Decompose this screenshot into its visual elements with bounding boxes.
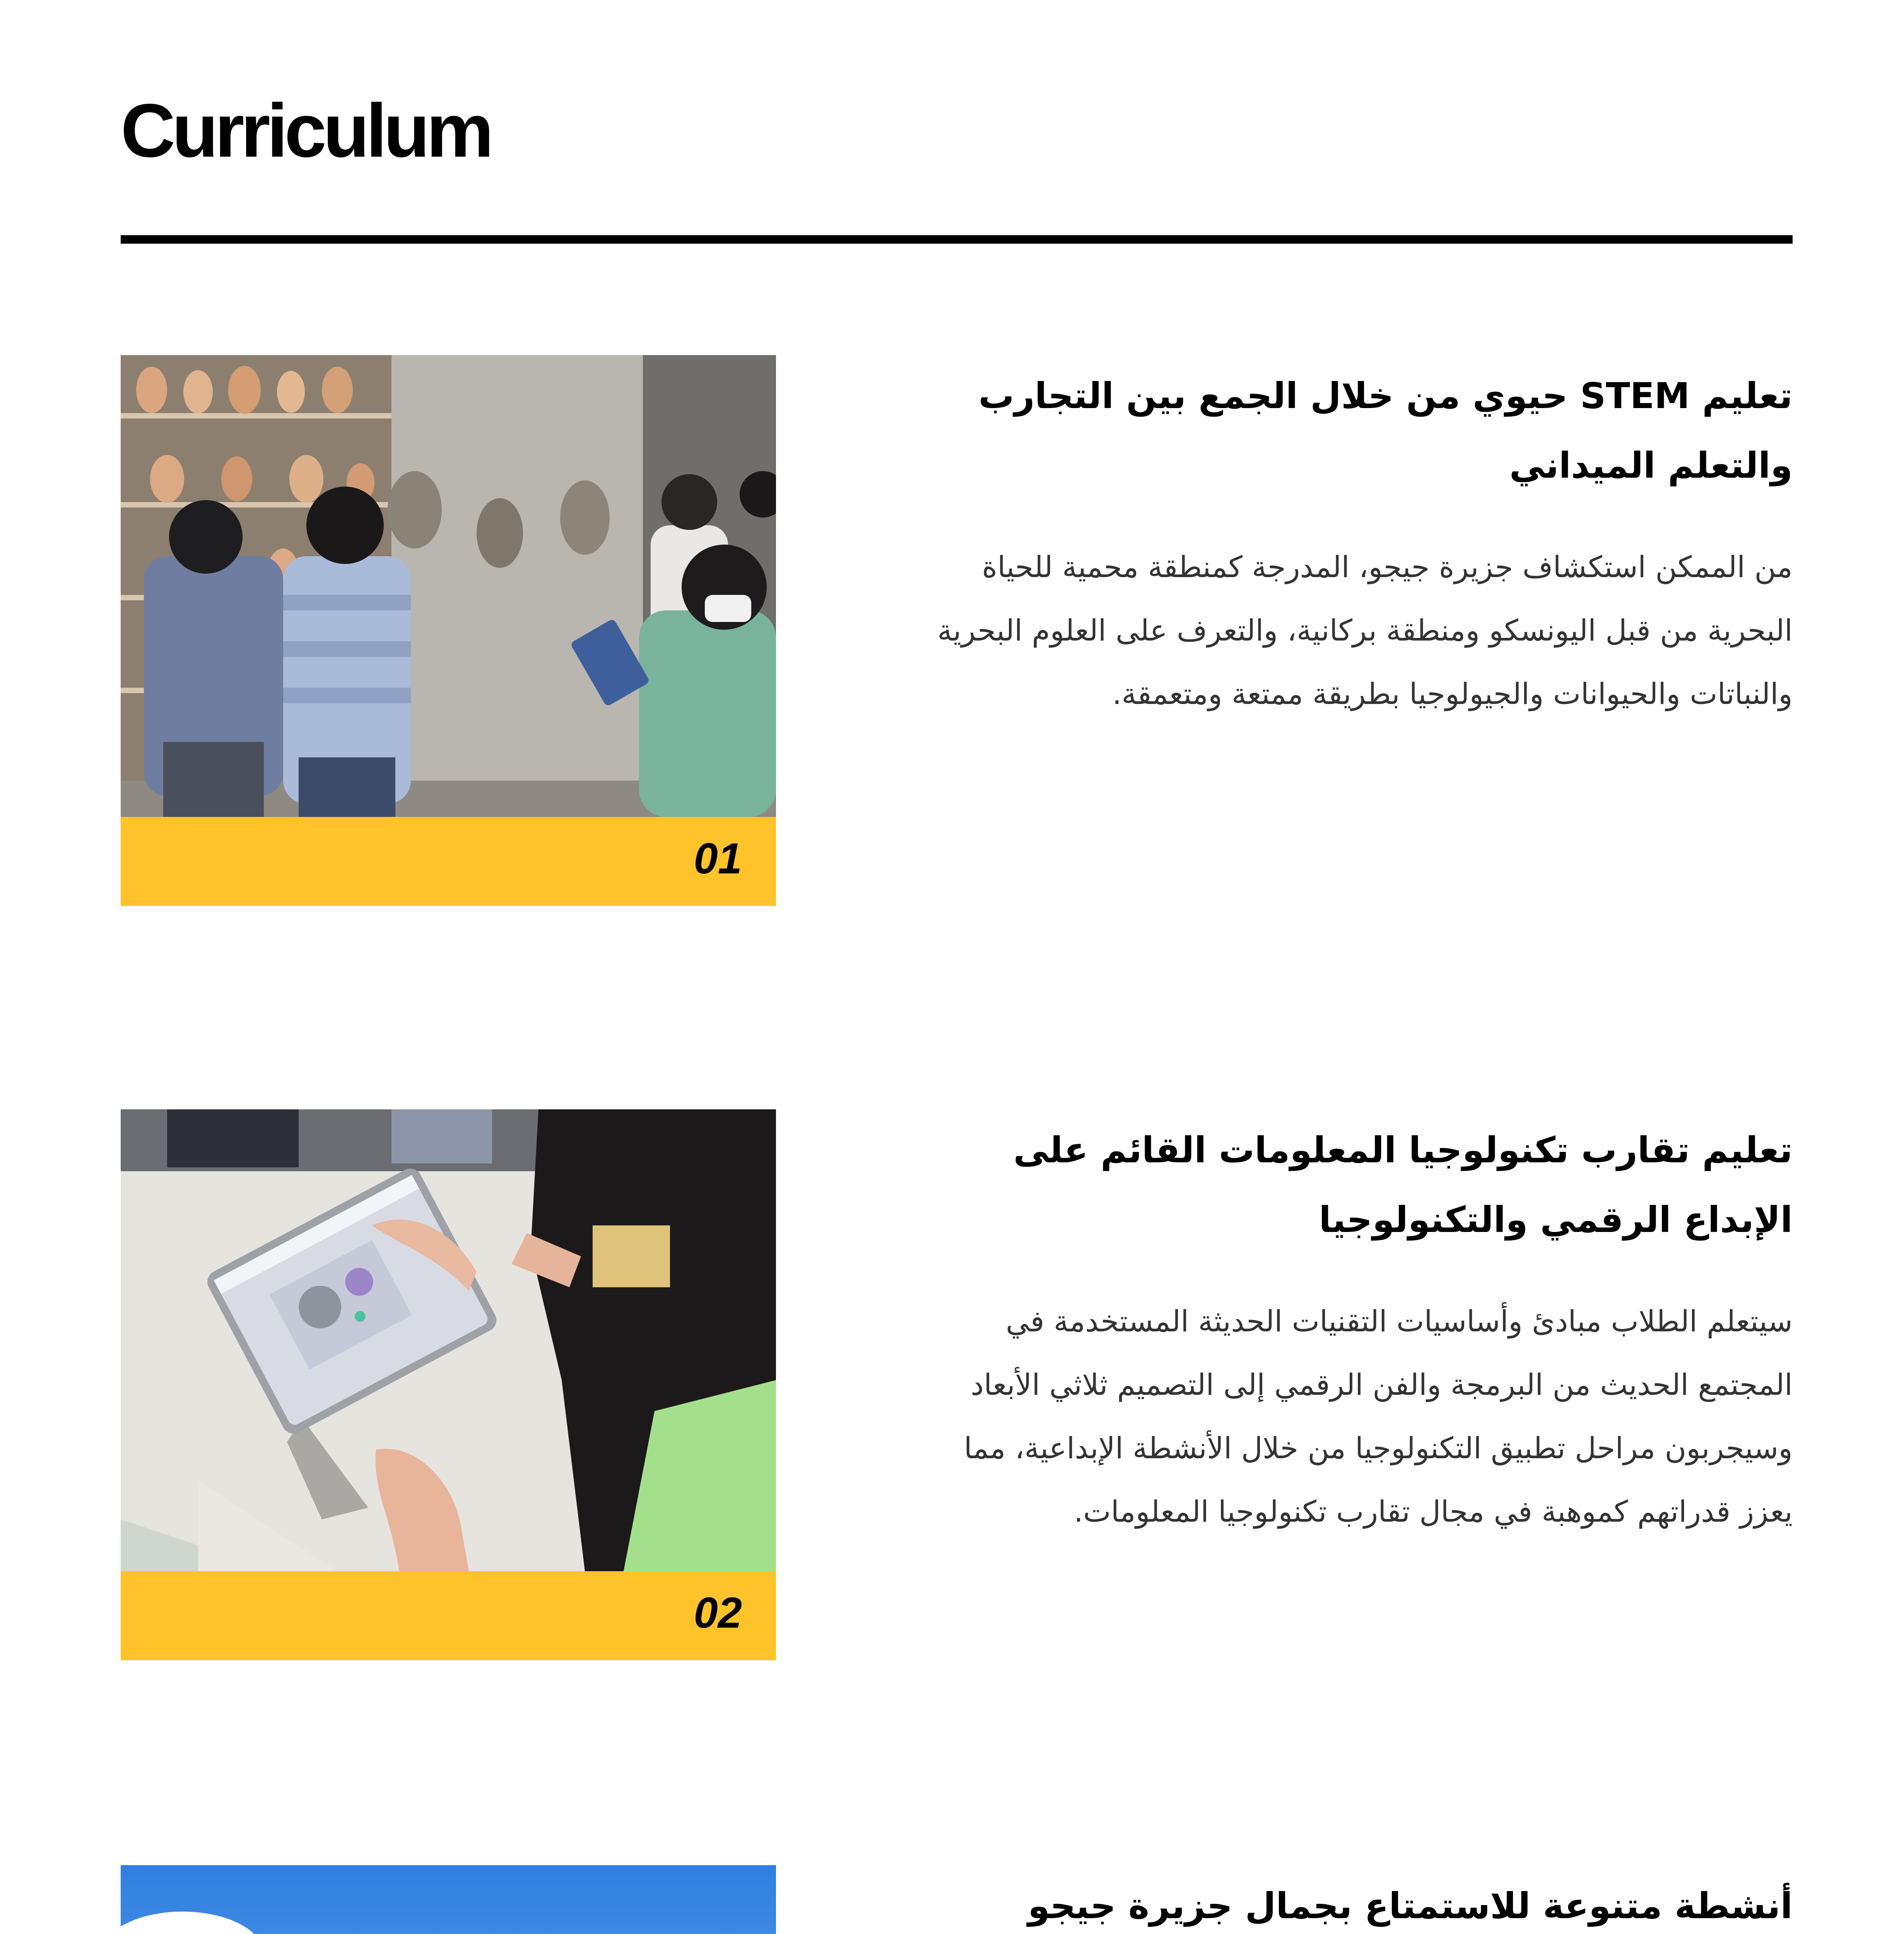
museum-photo xyxy=(121,355,776,817)
title-divider xyxy=(121,235,1793,244)
item-title: تعليم تقارب تكنولوجيا المعلومات القائم على الإبداع الرقمي والتكنولوجيا xyxy=(1013,1129,1793,1240)
item-description: من الممكن استكشاف جزيرة جيجو، المدرجة كمنطقة محمية للحياة البحرية من قبل اليونسكو ومنطقة بركانية، والتعرف على العلوم البحرية والنباتات والحيوانات والجيولوجيا بطريقة ممتعة ومتعمقة. xyxy=(937,550,1793,711)
tablet-photo xyxy=(121,1109,776,1571)
item-number: 02 xyxy=(694,1589,742,1637)
item-text xyxy=(903,1871,1793,1934)
number-bar xyxy=(121,817,776,906)
horses-photo xyxy=(121,1865,776,1934)
number-bar xyxy=(121,1571,776,1660)
page-title: Curriculum xyxy=(121,88,491,173)
item-text xyxy=(903,1116,1793,1543)
item-description: سيتعلم الطلاب مبادئ وأساسيات التقنيات الحديثة المستخدمة في المجتمع الحديث من البرمجة والفن الرقمي إلى التصميم ثلاثي الأبعاد وسيجربون مراحل تطبيق التكنولوجيا من خلال الأنشطة الإبداعية، مما يعزز قدراتهم كموهبة في مجال تقارب تكنولوجيا المعلومات. xyxy=(964,1304,1793,1529)
item-title: أنشطة متنوعة للاستمتاع بجمال جزيرة جيجو xyxy=(1027,1885,1793,1927)
item-title: تعليم STEM حيوي من خلال الجمع بين التجارب والتعلم الميداني xyxy=(978,375,1793,486)
item-text xyxy=(903,361,1793,726)
item-number: 01 xyxy=(694,834,742,883)
